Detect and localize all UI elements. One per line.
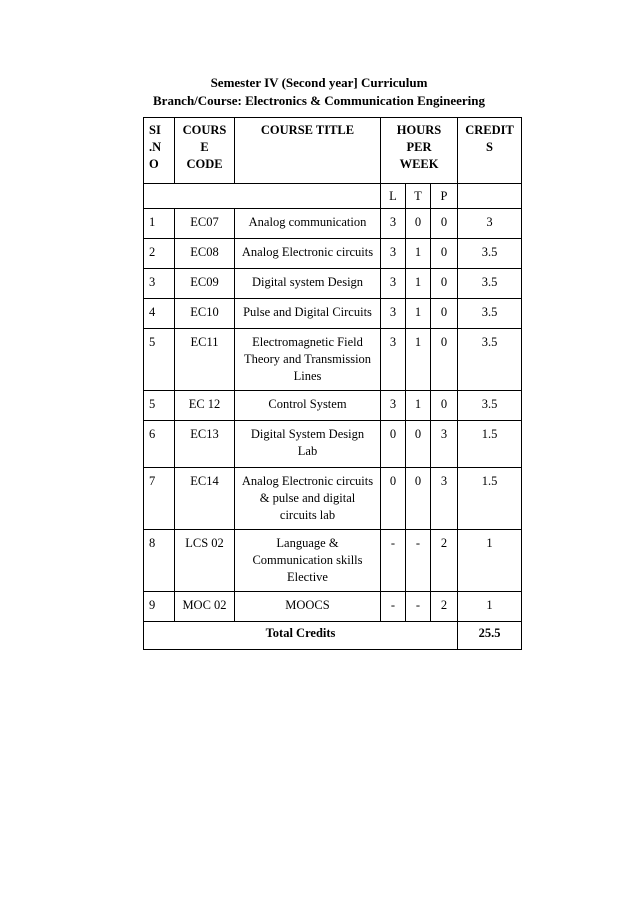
header-hours-per-week: HOURS PER WEEK <box>381 118 458 184</box>
cell-p: 0 <box>431 329 458 391</box>
cell-course-code: MOC 02 <box>175 592 235 622</box>
cell-course-title <box>235 209 381 239</box>
cell-slno: 1 <box>144 209 175 239</box>
cell-t: - <box>406 530 431 592</box>
course-title-line: Analog Electronic circuits <box>241 245 374 259</box>
course-title-line: Analog Electronic circuits <box>241 474 374 488</box>
cell-p: 0 <box>431 209 458 239</box>
cell-p: 3 <box>431 421 458 468</box>
cell-slno: 2 <box>144 239 175 269</box>
cell-credits: 3.5 <box>458 239 522 269</box>
course-title-line: MOOCS <box>285 598 330 612</box>
cell-p: 0 <box>431 239 458 269</box>
cell-t: 0 <box>406 468 431 530</box>
cell-l: 3 <box>381 299 406 329</box>
ltp-blank-credits <box>458 184 522 209</box>
cell-course-code: EC13 <box>175 421 235 468</box>
table-row <box>144 421 522 468</box>
cell-t: 0 <box>406 209 431 239</box>
course-title-line: Analog communication <box>248 215 367 229</box>
table-row <box>144 299 522 329</box>
cell-l: - <box>381 530 406 592</box>
cell-credits: 3.5 <box>458 299 522 329</box>
ltp-row <box>144 184 522 209</box>
cell-l: - <box>381 592 406 622</box>
course-title-line: Control System <box>268 397 347 411</box>
course-title-line: Language & <box>276 536 339 550</box>
cell-course-code: EC 12 <box>175 391 235 421</box>
table-row <box>144 391 522 421</box>
cell-p: 0 <box>431 299 458 329</box>
document-subtitle: Branch/Course: Electronics & Communication Engineering <box>153 93 485 108</box>
header-row <box>144 118 522 184</box>
cell-course-code: EC11 <box>175 329 235 391</box>
cell-credits: 3.5 <box>458 329 522 391</box>
cell-course-title <box>235 391 381 421</box>
cell-p: 2 <box>431 592 458 622</box>
cell-course-title <box>235 239 381 269</box>
course-title-line: Theory and Transmission <box>243 352 372 366</box>
header-course-title: COURSE TITLE <box>235 118 381 184</box>
cell-course-title <box>235 299 381 329</box>
cell-course-code: EC14 <box>175 468 235 530</box>
course-title-line: Digital System Design <box>250 427 365 441</box>
cell-slno: 4 <box>144 299 175 329</box>
cell-credits: 1.5 <box>458 468 522 530</box>
course-title-line: Elective <box>287 570 328 584</box>
header-p: P <box>431 184 458 209</box>
cell-t: 1 <box>406 391 431 421</box>
cell-p: 2 <box>431 530 458 592</box>
cell-t: 1 <box>406 239 431 269</box>
cell-p: 0 <box>431 269 458 299</box>
course-title-line: Lines <box>293 369 322 383</box>
table-row <box>144 239 522 269</box>
cell-course-code: EC08 <box>175 239 235 269</box>
cell-slno: 3 <box>144 269 175 299</box>
cell-l: 3 <box>381 391 406 421</box>
cell-t: 1 <box>406 299 431 329</box>
course-title-line: Communication skills <box>252 553 363 567</box>
cell-l: 3 <box>381 269 406 299</box>
course-title-line: Electromagnetic Field <box>252 335 363 349</box>
cell-credits: 1.5 <box>458 421 522 468</box>
cell-course-code: LCS 02 <box>175 530 235 592</box>
cell-l: 3 <box>381 209 406 239</box>
cell-l: 0 <box>381 421 406 468</box>
header-l: L <box>381 184 406 209</box>
table-row <box>144 209 522 239</box>
course-title-line: Pulse and Digital Circuits <box>243 305 372 319</box>
cell-credits: 3.5 <box>458 391 522 421</box>
table-row <box>144 468 522 530</box>
cell-course-title <box>235 421 381 468</box>
cell-slno: 8 <box>144 530 175 592</box>
header-course-code: COURS E CODE <box>175 118 235 184</box>
cell-t: 0 <box>406 421 431 468</box>
course-title-line: Lab <box>297 444 318 458</box>
course-title-line: Digital system Design <box>251 275 364 289</box>
cell-l: 0 <box>381 468 406 530</box>
table-row <box>144 269 522 299</box>
total-row <box>144 622 522 650</box>
cell-p: 3 <box>431 468 458 530</box>
table-row <box>144 329 522 391</box>
cell-course-title <box>235 468 381 530</box>
cell-t: - <box>406 592 431 622</box>
cell-slno: 5 <box>144 391 175 421</box>
cell-p: 0 <box>431 391 458 421</box>
header-credits: CREDIT S <box>458 118 522 184</box>
cell-credits: 1 <box>458 592 522 622</box>
cell-credits: 3.5 <box>458 269 522 299</box>
cell-slno: 5 <box>144 329 175 391</box>
cell-course-title <box>235 269 381 299</box>
table-row <box>144 530 522 592</box>
cell-course-title <box>235 530 381 592</box>
cell-course-title <box>235 329 381 391</box>
curriculum-table <box>143 117 522 650</box>
cell-l: 3 <box>381 239 406 269</box>
course-title-line: circuits lab <box>279 508 336 522</box>
cell-slno: 7 <box>144 468 175 530</box>
ltp-blank-cell <box>144 184 381 209</box>
cell-course-code: EC09 <box>175 269 235 299</box>
cell-course-title <box>235 592 381 622</box>
cell-t: 1 <box>406 269 431 299</box>
cell-slno: 9 <box>144 592 175 622</box>
table-row <box>144 592 522 622</box>
cell-credits: 1 <box>458 530 522 592</box>
total-credits-value: 25.5 <box>458 622 522 650</box>
cell-course-code: EC10 <box>175 299 235 329</box>
cell-slno: 6 <box>144 421 175 468</box>
header-t: T <box>406 184 431 209</box>
document-title: Semester IV (Second year] Curriculum <box>210 75 428 90</box>
cell-course-code: EC07 <box>175 209 235 239</box>
header-slno: SI .N O <box>144 118 175 184</box>
cell-l: 3 <box>381 329 406 391</box>
cell-t: 1 <box>406 329 431 391</box>
course-title-line: & pulse and digital <box>259 491 356 505</box>
cell-credits: 3 <box>458 209 522 239</box>
total-credits-label: Total Credits <box>144 622 458 650</box>
